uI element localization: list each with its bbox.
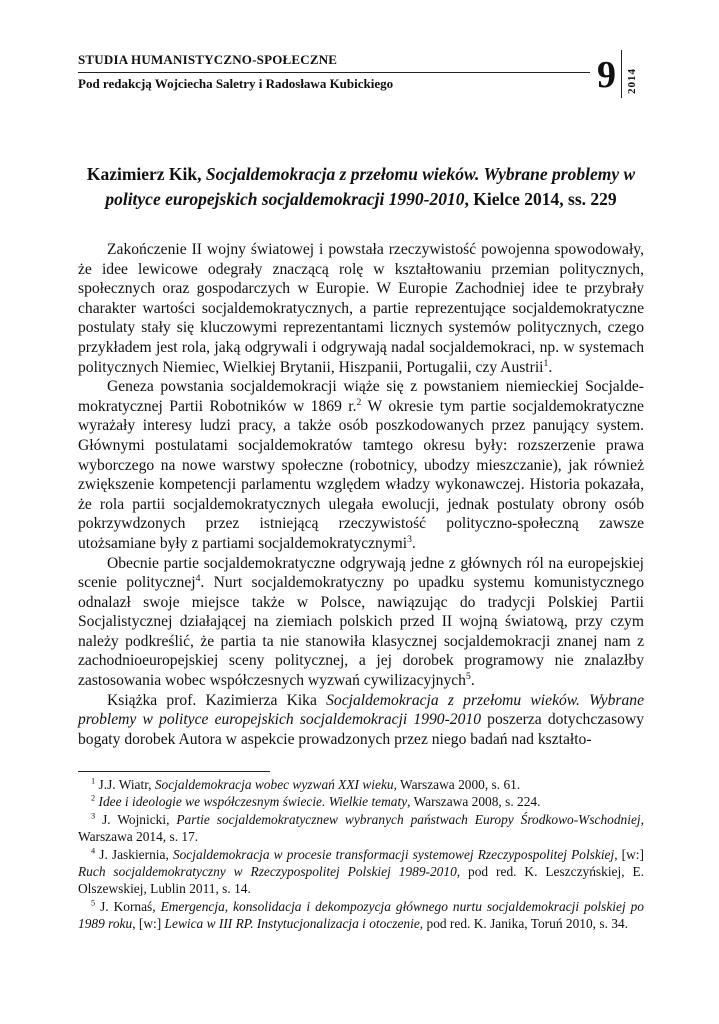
footnote-in: , [w:] bbox=[132, 916, 165, 932]
footnote-number: 5 bbox=[91, 898, 96, 908]
footnote-details: , Warszawa 2014, s. 17. bbox=[78, 811, 644, 845]
running-header bbox=[78, 50, 644, 100]
footnote-author: J. Jaskiernia, bbox=[95, 846, 173, 862]
footnote-ref-2[interactable]: 2 bbox=[356, 396, 362, 408]
footnote-number: 3 bbox=[91, 811, 96, 821]
footnote-details: , Warszawa 2000, s. 61. bbox=[393, 777, 521, 792]
paragraph-1-text: Zakończenie II wojny światowej i powstała rzeczywistość powojenna spowodowały, że idee lewicowe odegrały znaczącą rolę w kształtowaniu przemian politycznych, społecznych oraz gospodarczych w Europie. W Europie Zachodniej idee te przybrały charakter wartości socjaldemokratycznych, a partie reprezentujące socjaldemokratyczne postulaty stały się kluczowymi reprezentantami licznych systemów politycznych, czego przykładem jest rola, jaką odgrywali i odgrywają nadal socjaldemokraci, np. w systemach politycznych Niemiec, Wielkiej Brytanii, Hiszpanii, Portugalii, czy Austrii bbox=[78, 241, 644, 376]
footnote-ref-4[interactable]: 4 bbox=[195, 572, 201, 584]
footnote-3 bbox=[78, 811, 644, 846]
paragraph-2-text-b: W okresie tym partie socjaldemokratyczne wyrażały interesy ludzi pracy, a także osób poszkodowanych przez panujący system. Głównymi postulatami socjaldemokratów tamtego okresu były: rozszerzenie prawa wyborczego na nowe warstwy społeczne (robotnicy, ubodzy mieszczanie), jak również zwiększenie kompetencji parlamentu względem władzy wykonawczej. Historia pokazała, że rola partii socjaldemokratycznych ulegała ewolucji, jednak postulaty obrony osób pokrzywdzonych przez istniejącą rzeczywistość polityczno-społeczną zawsze utożsamiane były z partiami socjaldemokratycznymi bbox=[78, 397, 644, 552]
paragraph-1-tail: . bbox=[548, 358, 553, 376]
footnote-title: Emergencja, konsolidacja i dekompozycja głównego nurtu socjaldemokracji polskiej po 1989 roku bbox=[78, 898, 644, 932]
header-rule bbox=[78, 72, 590, 73]
paragraph-4-book-title: Socjaldemokracja z przełomu wieków. Wybrane problemy w polityce europejskich socjaldemokracji 1990-2010 bbox=[78, 691, 644, 729]
review-title bbox=[78, 162, 644, 212]
paragraph-4 bbox=[78, 691, 644, 750]
footnote-1 bbox=[78, 776, 644, 793]
footnote-details: , pod red. K. Janika, Toruń 2010, s. 34. bbox=[419, 916, 629, 932]
footnote-details: , pod red. K. Leszczyńskiej, E. Olszewskiej, Lublin 2011, s. 14. bbox=[78, 864, 644, 897]
footnote-number: 1 bbox=[91, 776, 96, 786]
footnotes bbox=[78, 776, 644, 933]
issue-year: 2014 bbox=[626, 68, 638, 94]
footnote-4 bbox=[78, 846, 644, 898]
footnote-author: J. Kornaś, bbox=[95, 898, 161, 914]
title-publication: , Kielce 2014, ss. 229 bbox=[464, 189, 617, 209]
paragraph-3-text-b: . Nurt socjaldemokratyczny po upadku systemu komunistycznego odnalazł swoje miejsce także w Polsce, nawiązując do tradycji Polskiej Partii Socjalistycznej działającej na ziemiach polskich przed II wojną światową, przy czym należy podkreślić, że partia ta nie stanowiła klasycznej socjaldemokracji znanej nam z zachodnioeuropejskiej sceny politycznej, a jej dorobek programowy nie znalazłby zastosowania wobec współczesnych wyzwań cywilizacyjnych bbox=[78, 574, 644, 690]
footnote-number: 2 bbox=[91, 793, 96, 803]
header-divider bbox=[621, 50, 622, 98]
footnote-5 bbox=[78, 898, 644, 933]
footnote-ref-1[interactable]: 1 bbox=[543, 357, 549, 369]
title-author: Kazimierz Kik, bbox=[86, 164, 206, 184]
issue-number: 9 bbox=[597, 54, 616, 96]
footnote-details: , Warszawa 2008, s. 224. bbox=[407, 794, 541, 810]
review-body bbox=[78, 240, 644, 749]
paragraph-4-tail: poszerza dotychczasowy bogaty dorobek Autora w aspekcie prowadzonych przez niego badań nad kształto- bbox=[78, 711, 645, 748]
paragraph-3 bbox=[78, 554, 644, 691]
editors-line: Pod redakcją Wojciecha Saletry i Radosława Kubickiego bbox=[78, 76, 394, 91]
paragraph-1 bbox=[78, 240, 644, 377]
footnote-author: J.J. Wiatr, bbox=[95, 777, 155, 792]
footnote-number: 4 bbox=[91, 846, 96, 856]
footnote-ref-3[interactable]: 3 bbox=[407, 533, 412, 545]
footnote-title: Partie socjaldemokratycznew wybranych państwach Europy Środkowo-Wschodniej bbox=[176, 811, 641, 827]
footnote-collection-title: Ruch socjaldemokratyczny w Rzeczypospolitej Polskiej 1989-2010 bbox=[78, 864, 457, 880]
footnote-title: Socjaldemokracja w procesie transformacji systemowej Rzeczypospolitej Polskiej bbox=[172, 846, 615, 862]
footnote-title: Idee i ideologie we współczesnym świecie. Wielkie tematy bbox=[98, 794, 408, 810]
paragraph-3-text-a: Obecnie partie socjaldemokratyczne odgrywają jedne z głównych ról na europejskiej scenie politycznej bbox=[78, 554, 644, 592]
paragraph-2-text-a: Geneza powstania socjaldemokracji wiąże się z powstaniem niemieckiej Socjaldemokratycznej Partii Robotników w 1869 r. bbox=[78, 378, 644, 415]
footnote-separator bbox=[78, 771, 270, 772]
footnote-in: , [w:] bbox=[614, 846, 644, 862]
footnote-collection-title: Lewica w III RP. Instytucjonalizacja i otoczenie bbox=[164, 916, 420, 932]
journal-name: STUDIA HUMANISTYCZNO-SPOŁECZNE bbox=[78, 52, 338, 67]
paragraph-3-tail: . bbox=[470, 672, 475, 690]
footnote-ref-5[interactable]: 5 bbox=[465, 670, 471, 682]
footnote-author: J. Wojnicki, bbox=[95, 811, 177, 827]
paragraph-2-tail: . bbox=[411, 534, 416, 552]
title-book: Socjaldemokracja z przełomu wieków. Wybrane problemy w polityce europejskich socjaldemokracji 1990-2010 bbox=[105, 164, 636, 209]
paragraph-4-lead: Książka prof. Kazimierza Kika bbox=[107, 691, 327, 709]
paragraph-2 bbox=[78, 377, 644, 553]
footnote-2 bbox=[78, 793, 644, 810]
footnote-title: Socjaldemokracja wobec wyzwań XXI wieku bbox=[154, 777, 394, 792]
